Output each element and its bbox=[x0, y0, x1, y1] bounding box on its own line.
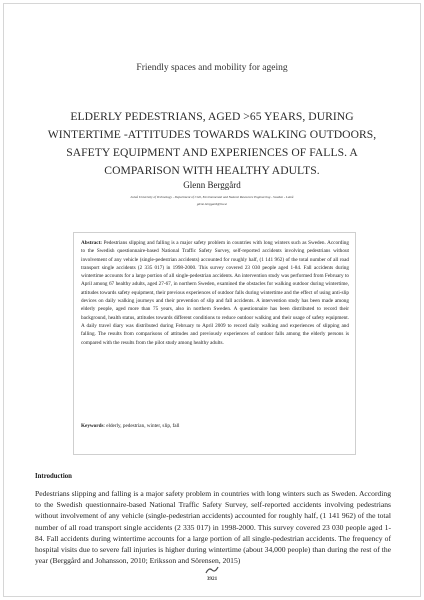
author-email: glenn.berggard@ltu.se bbox=[196, 202, 228, 206]
paper-title: ELDERLY PEDESTRIANS, AGED >65 YEARS, DURING WINTERTIME -ATTITUDES TOWARDS WALKING OUTDOORS, SAFETY EQUIPMENT AND EXPERIENCES OF FALLS. A COMPARISON WITH HEALTHY ADULTS. bbox=[47, 110, 377, 177]
author-affiliation: Luleå University of Technology - Department of Civil, Environmental and Natural Resources Engineering - Sweden - Luleå bbox=[130, 195, 294, 199]
abstract-text: Pedestrians slipping and falling is a major safety problem in countries with long winters such as Sweden. According to the Swedish questionnaire-based National Traffic Safety Survey, self-reported accidents involving pedestrians without involvement of any vehicle (single-pedestrian accidents) accounted for roughly half, (1 141 962) of the total number of all road transport single accidents (2 335 017) in 1998-2000. This survey covered 23 030 people aged 1-84. Fall accidents during wintertime accounts for a large portion of all single-pedestrian accidents. An intervention study was performed from February to April among 67 healthy adults, aged 27-67, in northern Sweden, examined the obstacles for walking outdoor during wintertime, attitudes towards safety equipment, their previous experiences of outdoor falls during wintertime and the effect of using anti-slip devices on daily walking journeys and their prevention of slip and fall accidents. A intervention study has been made among elderly people, aged more than 75 years, also in northern Sweden. A questionnaire has been distributed to record their background, health status, attitudes towards different conditions to reduce outdoor walking and their usage of safety equipment. A daily travel diary was distributed during February to April 2009 to record daily walking and experiences of slipping and falling. The results from comparisons of attitudes and previously experiences of outdoor falls among the elderly persons is compared with the results from the pilot study among healthy adults. bbox=[81, 240, 349, 346]
abstract bbox=[81, 239, 349, 347]
abstract-label: Abstract: bbox=[81, 240, 103, 246]
keywords-label: Keywords bbox=[81, 423, 104, 429]
author-name: Glenn Berggård bbox=[183, 180, 241, 190]
keywords bbox=[81, 422, 349, 430]
introduction-paragraph: Pedestrians slipping and falling is a major safety problem in countries with long winters such as Sweden. According to the Swedish questionnaire-based National Traffic Safety Survey, self-reported accidents involving pedestrians without involvement of any vehicle (single-pedestrian accidents) accounted for roughly half, (1 141 962) of the total number of all road transport single accidents (2 335 017) in 1998-2000. This survey covered 23 030 people aged 1-84. Fall accidents during wintertime accounts for a large portion of all single-pedestrian accidents. The frequency of hospital visits due to severe fall injuries is higher during wintertime (about 34,000 people) than during the rest of the year (Berggård and Johansson, 2010; Eriksson and Sörensen, 2015) bbox=[35, 489, 391, 566]
footer-logo-icon bbox=[205, 566, 219, 574]
running-header: Friendly spaces and mobility for ageing bbox=[136, 63, 288, 73]
keywords-text: : elderly, pedestrian, winter, slip, fall bbox=[103, 423, 180, 429]
page-number: 3921 bbox=[206, 576, 218, 582]
section-heading-introduction: Introduction bbox=[35, 473, 72, 480]
